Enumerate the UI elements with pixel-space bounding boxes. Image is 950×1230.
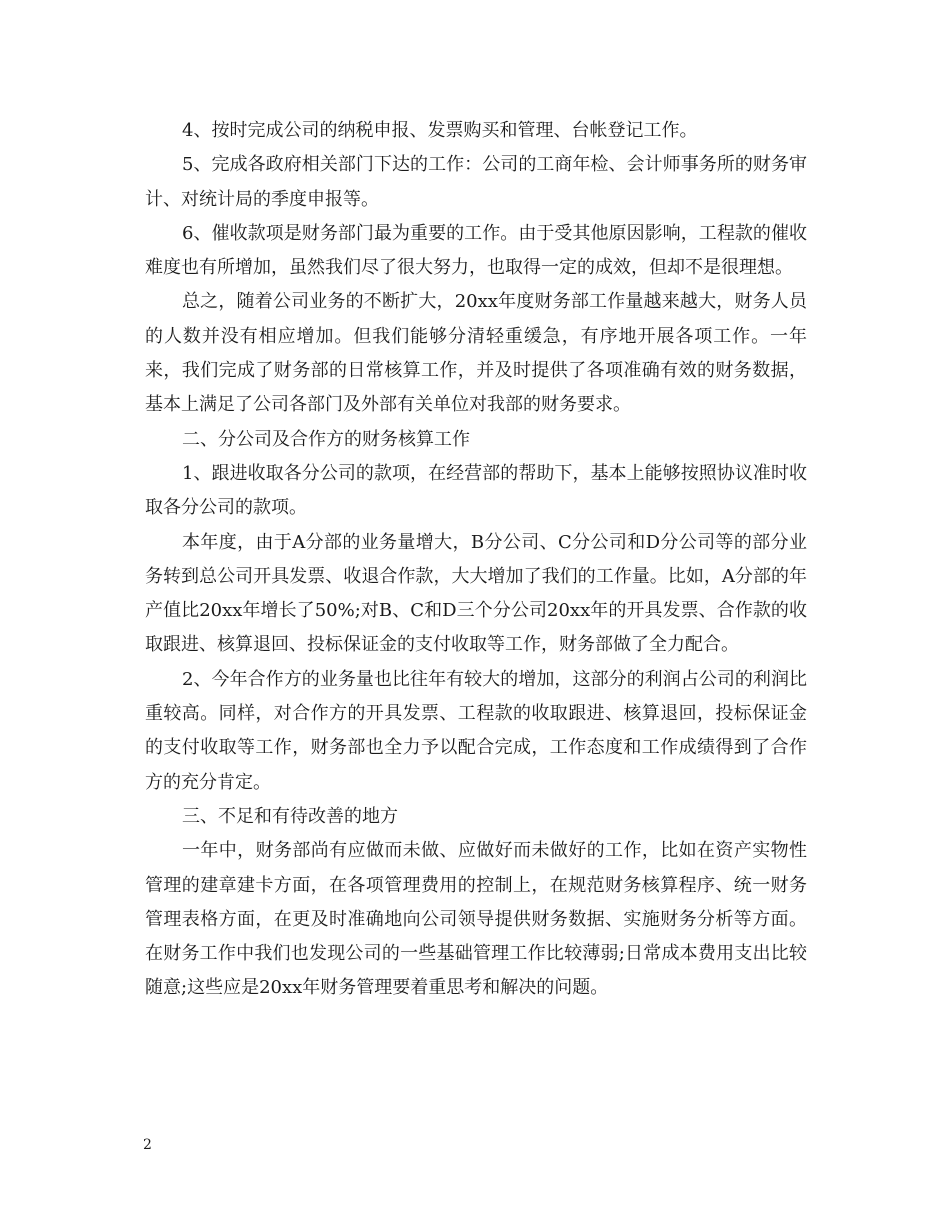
- paragraph-branch-1: 1、跟进收取各分公司的款项，在经营部的帮助下，基本上能够按照协议准时收取各分公司的款项。: [145, 462, 807, 519]
- paragraph-partner-2: 2、今年合作方的业务量也比往年有较大的增加，这部分的利润占公司的利润比重较高。同样，对合作方的开具发票、工程款的收取跟进、核算退回，投标保证金的支付收取等工作，财务部也全力予以配合完成，工作态度和工作成绩得到了合作方的充分肯定。: [145, 668, 807, 793]
- paragraph-item-6: 6、催收款项是财务部门最为重要的工作。由于受其他原因影响，工程款的催收难度也有所增加，虽然我们尽了很大努力，也取得一定的成效，但却不是很理想。: [145, 222, 807, 279]
- document-body: [145, 114, 807, 1006]
- paragraph-annual: 本年度，由于A分部的业务量增大，B分公司、C分公司和D分公司等的部分业务转到总公司开具发票、收退合作款，大大增加了我们的工作量。比如，A分部的年产值比20xx年增长了50%;对B、C和D三个分公司20xx年的开具发票、合作款的收取跟进、核算退回、投标保证金的支付收取等工作，财务部做了全力配合。: [145, 531, 807, 656]
- section-heading-3: 三、不足和有待改善的地方: [182, 805, 398, 827]
- paragraph-summary: 总之，随着公司业务的不断扩大，20xx年度财务部工作量越来越大，财务人员的人数并没有相应增加。但我们能够分清轻重缓急，有序地开展各项工作。一年来，我们完成了财务部的日常核算工作，并及时提供了各项准确有效的财务数据，基本上满足了公司各部门及外部有关单位对我部的财务要求。: [145, 291, 807, 416]
- section-heading-2: 二、分公司及合作方的财务核算工作: [182, 428, 470, 450]
- paragraph-shortcomings: 一年中，财务部尚有应做而未做、应做好而未做好的工作，比如在资产实物性管理的建章建卡方面，在各项管理费用的控制上，在规范财务核算程序、统一财务管理表格方面，在更及时准确地向公司领导提供财务数据、实施财务分析等方面。在财务工作中我们也发现公司的一些基础管理工作比较薄弱;日常成本费用支出比较随意;这些应是20xx年财务管理要着重思考和解决的问题。: [145, 840, 807, 999]
- paragraph-item-4: 4、按时完成公司的纳税申报、发票购买和管理、台帐登记工作。: [182, 120, 698, 141]
- paragraph-item-5: 5、完成各政府相关部门下达的工作：公司的工商年检、会计师事务所的财务审计、对统计局的季度申报等。: [145, 154, 807, 210]
- page-number: 2: [143, 1137, 152, 1153]
